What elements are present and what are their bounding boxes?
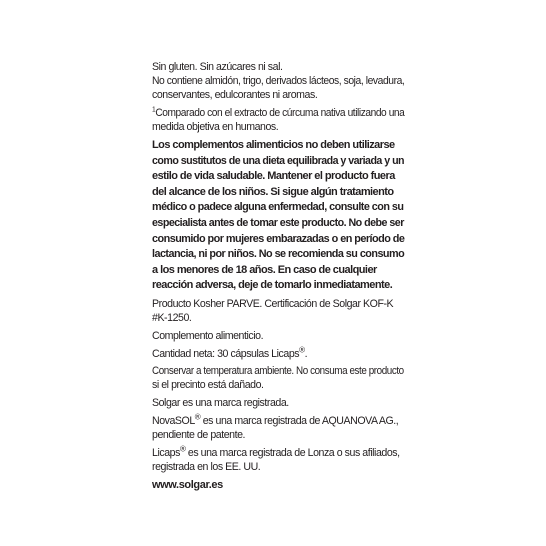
comparison-footnote (152, 106, 404, 134)
warning-line: estilo de vida saludable. Mantener el producto fuera (152, 170, 395, 183)
trademark-solgar-text: Solgar es una marca registrada. (152, 397, 289, 410)
novasol-name: NovaSOL (152, 414, 195, 427)
safety-warning (152, 138, 404, 294)
trademark-licaps (152, 446, 404, 474)
trademark-novasol (152, 414, 404, 442)
trademark-licaps-line: registrada en los EE. UU. (152, 460, 261, 473)
net-quantity-end: . (304, 347, 308, 360)
storage-instructions (152, 364, 404, 392)
website (152, 478, 404, 492)
trademark-novasol-line: pendiente de patente. (152, 429, 246, 442)
warning-line: reacción adversa, deje de tomarlo inmediatamente. (152, 279, 393, 292)
kosher-line: #K-1250. (152, 312, 192, 325)
warning-line: consumido por mujeres embarazadas o en período de (152, 232, 405, 245)
footnote-text: Comparado con el extracto de cúrcuma nativa utilizando una (155, 107, 405, 120)
trademark-novasol-line (152, 414, 404, 428)
storage-line: Conservar a temperatura ambiente. No consuma este producto (152, 365, 404, 378)
website-url: www.solgar.es (152, 478, 223, 491)
free-from-line: No contiene almidón, trigo, derivados lácteos, soja, levadura, (152, 75, 405, 88)
footnote-line: medida objetiva en humanos. (152, 121, 279, 134)
kosher-line: Producto Kosher PARVE. Certificación de Solgar KOF-K (152, 297, 394, 310)
free-from-line: Sin gluten. Sin azúcares ni sal. (152, 61, 283, 73)
free-from-line: conservantes, edulcorantes ni aromas. (152, 89, 318, 102)
footnote-marker: 1 (152, 106, 156, 114)
kosher-certification (152, 297, 404, 325)
trademark-licaps-line (152, 446, 404, 460)
net-quantity-text: Cantidad neta: 30 cápsulas Licaps (152, 347, 300, 360)
warning-line: del alcance de los niños. Si sigue algún tratamiento (152, 185, 394, 198)
warning-line: Los complementos alimenticios no deben utilizarse (152, 139, 395, 152)
footnote-line (152, 106, 405, 120)
warning-line: especialista antes de tomar este producto. No debe ser (152, 216, 404, 229)
registered-mark: ® (179, 444, 186, 454)
registered-mark: ® (194, 412, 201, 422)
free-from-statement (152, 60, 404, 103)
trademark-solgar (152, 396, 404, 410)
category-text: Complemento alimenticio. (152, 329, 264, 342)
registered-mark: ® (299, 345, 305, 355)
product-category (152, 329, 404, 343)
warning-line: médico o padece alguna enfermedad, consulte con su (152, 201, 404, 214)
licaps-rest: es una marca registrada de Lonza o sus afiliados, (185, 446, 400, 459)
net-quantity-line (152, 347, 404, 361)
warning-line: a los menores de 18 años. En caso de cualquier (152, 263, 377, 276)
storage-line: si el precinto está dañado. (152, 379, 264, 392)
warning-line: como sustitutos de una dieta equilibrada y variada y un (152, 154, 405, 167)
net-quantity (152, 347, 404, 361)
product-label-text (152, 60, 404, 495)
licaps-name: Licaps (152, 446, 180, 459)
novasol-rest: es una marca registrada de AQUANOVA AG., (200, 414, 399, 427)
warning-line: lactancia, ni por niños. No se recomienda su consumo (152, 248, 405, 261)
